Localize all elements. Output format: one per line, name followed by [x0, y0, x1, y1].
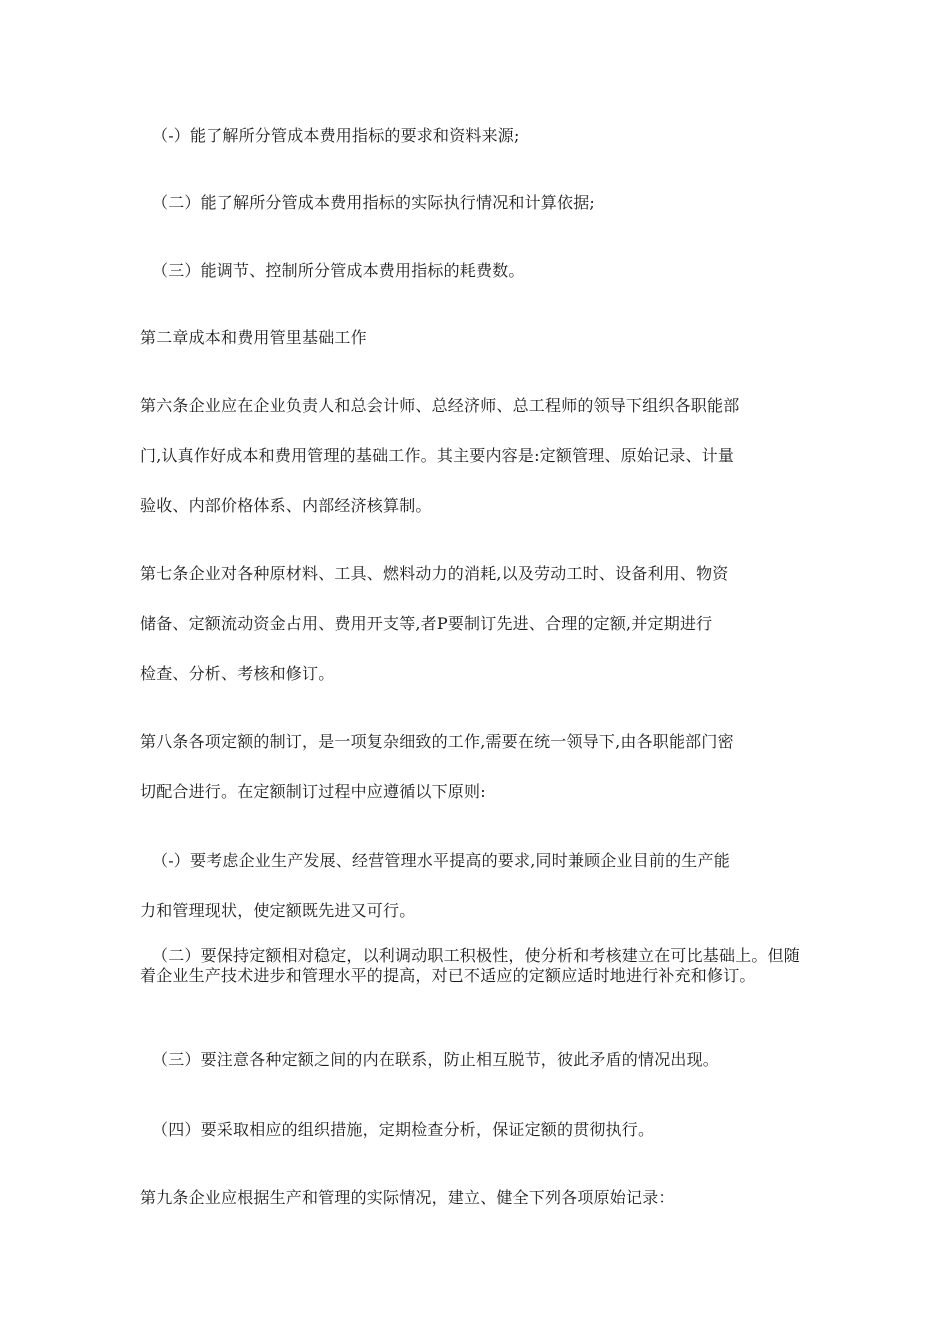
clause-5-item-1: （-）能了解所分管成本费用指标的要求和资料来源; [152, 126, 520, 145]
article-8-item-1-line-2: 力和管理现状，使定额既先进又可行。 [140, 901, 416, 920]
article-7-line-1: 第七条企业对各种原材料、工具、燃料动力的消耗,以及劳动工时、设备利用、物资 [140, 564, 729, 583]
article-6-line-1: 第六条企业应在企业负责人和总会计师、总经济师、总工程师的领导下组织各职能部 [140, 396, 740, 415]
article-9-line-1: 第九条企业应根据生产和管理的实际情况，建立、健全下列各项原始记录： [140, 1188, 675, 1207]
clause-5-item-2: （二）能了解所分管成本费用指标的实际执行情况和计算依据; [152, 193, 595, 212]
article-8-item-4: （四）要采取相应的组织措施，定期检查分析，保证定额的贯彻执行。 [152, 1120, 655, 1139]
article-8-line-2: 切配合进行。在定额制订过程中应遵循以下原则: [140, 782, 486, 801]
article-7-line-3: 检查、分析、考核和修订。 [140, 664, 335, 683]
chapter-2-heading: 第二章成本和费用管里基础工作 [140, 328, 367, 347]
article-6-line-2: 门,认真作好成本和费用管理的基础工作。其主要内容是:定额管理、原始记录、计量 [140, 446, 735, 465]
article-7-line-2: 储备、定额流动资金占用、费用开支等,者P要制订先进、合理的定额,并定期进行 [140, 614, 713, 633]
article-8-line-1: 第八条各项定额的制订，是一项复杂细致的工作,需要在统一领导下,由各职能部门密 [140, 732, 734, 751]
article-8-item-1-line-1: （-）要考虑企业生产发展、经营管理水平提高的要求,同时兼顾企业目前的生产能 [152, 851, 730, 870]
article-8-item-3: （三）要注意各种定额之间的内在联系，防止相互脱节，彼此矛盾的情况出现。 [152, 1050, 720, 1069]
clause-5-item-3: （三）能调节、控制所分管成本费用指标的耗费数。 [152, 261, 525, 280]
article-8-item-2-paragraph: （二）要保持定额相对稳定，以利调动职工积极性，使分析和考核建立在可比基础上。但随着企业生产技术进步和管理水平的提高，对已不适应的定额应适时地进行补充和修订。 [140, 946, 801, 985]
article-6-line-3: 验收、内部价格体系、内部经济核算制。 [140, 496, 432, 515]
